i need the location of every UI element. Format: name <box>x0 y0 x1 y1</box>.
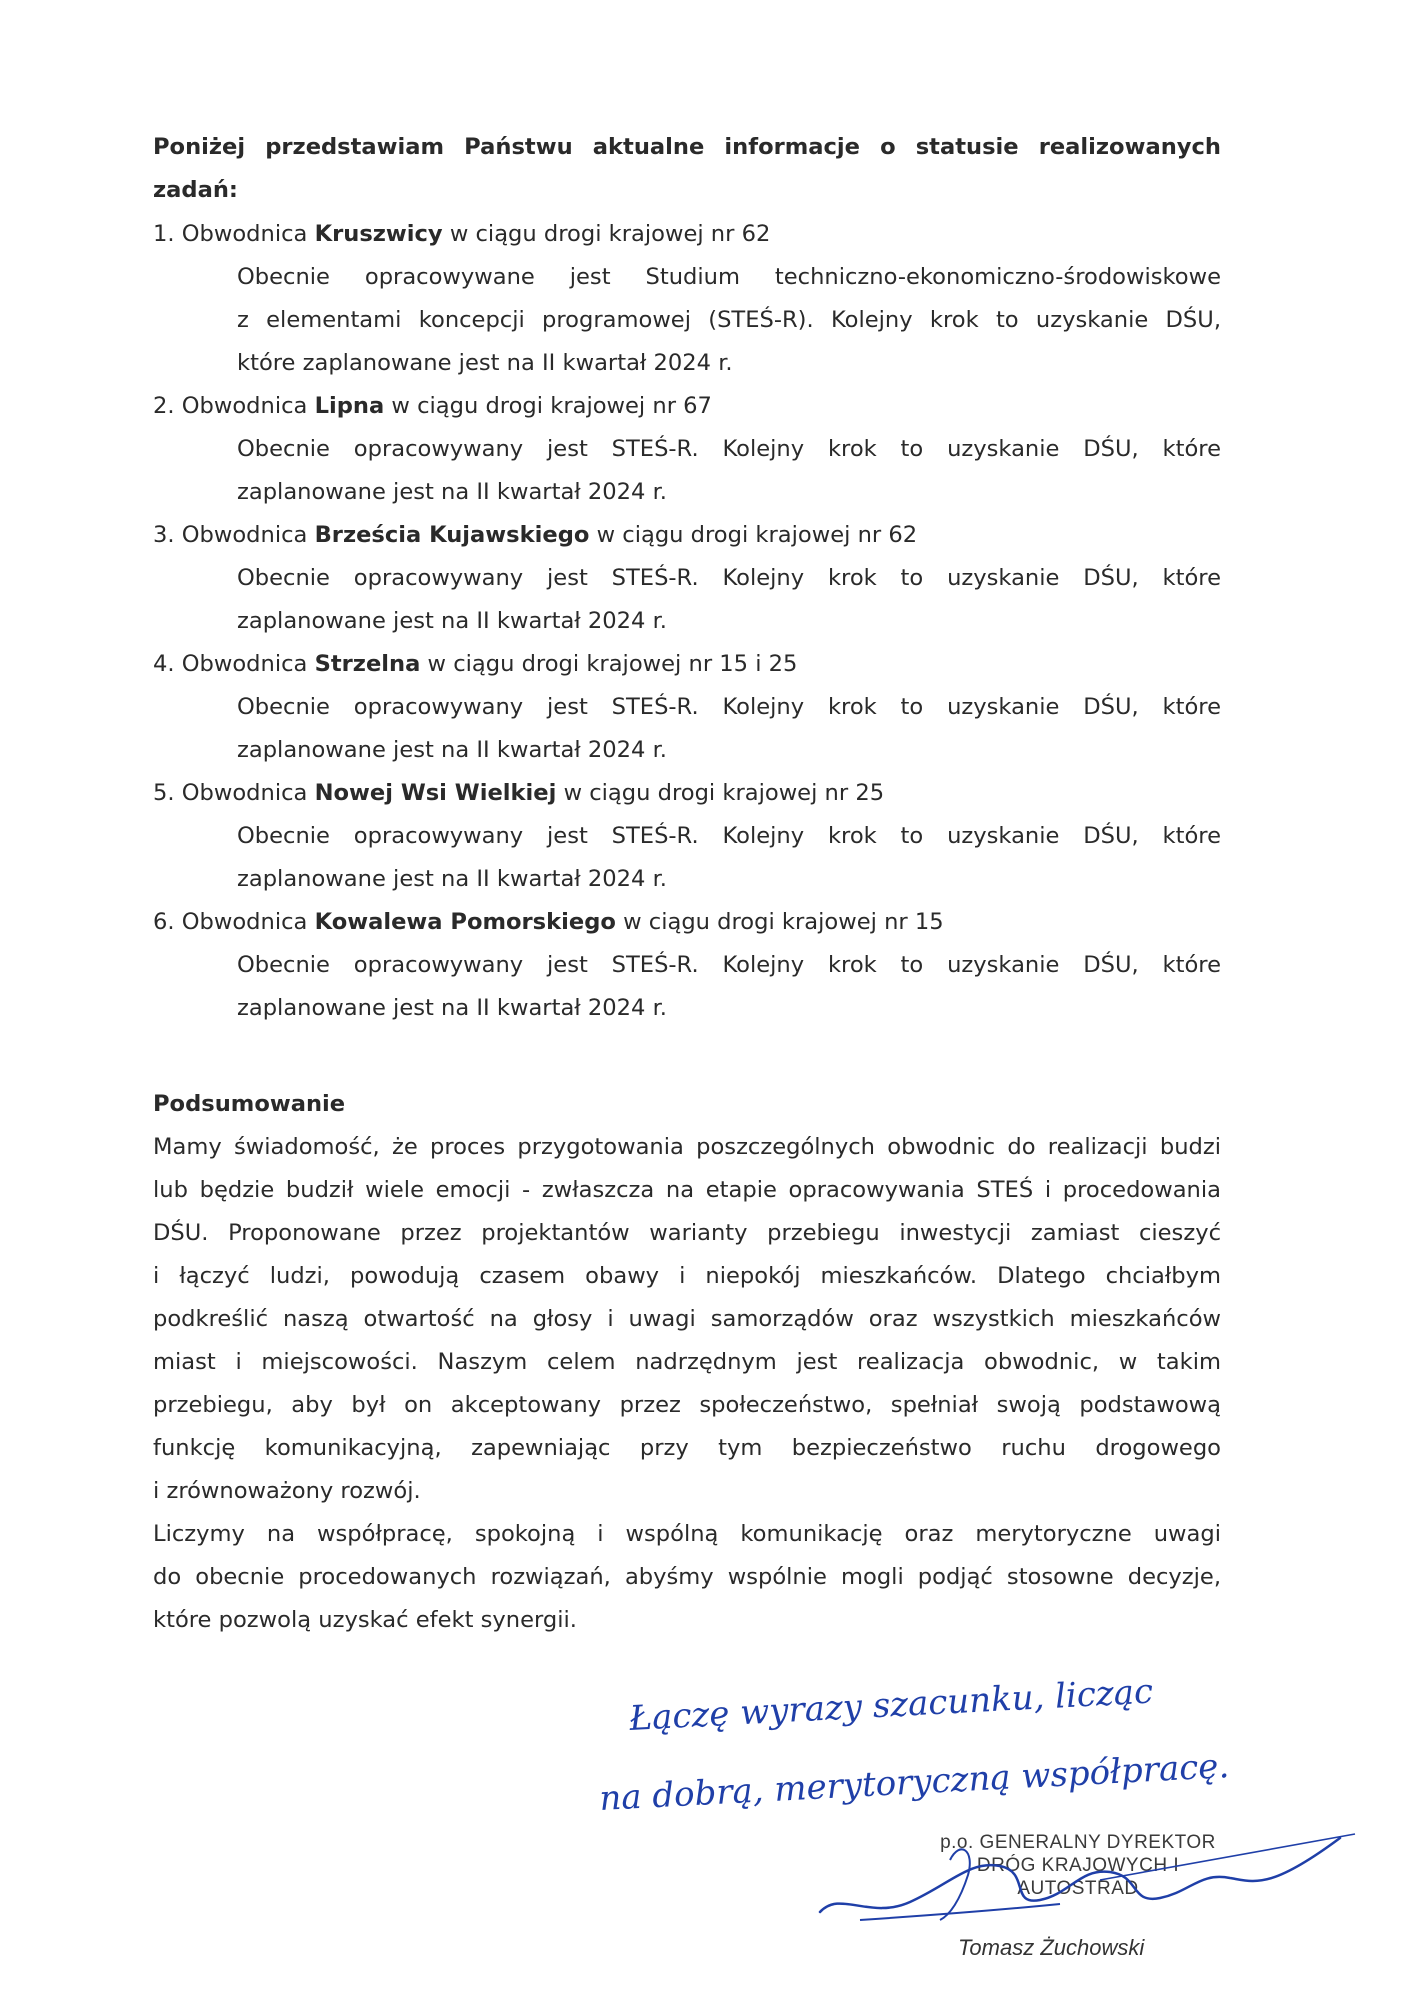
intro-paragraph <box>153 126 1221 212</box>
task-item-heading <box>153 643 1221 686</box>
summary-line: i łączyć ludzi, powodują czasem obawy i niepokój mieszkańców. Dlatego chciałbym <box>153 1263 1221 1289</box>
signer-name: Tomasz Żuchowski <box>958 1935 1145 1960</box>
task-status-line: Obecnie opracowywany jest STEŚ-R. Kolejny krok to uzyskanie DŚU, które <box>237 694 1221 720</box>
summary-line: Liczymy na współpracę, spokojną i wspólną komunikację oraz merytoryczne uwagi <box>153 1521 1221 1547</box>
task-status-line: Obecnie opracowywane jest Studium techniczno-ekonomiczno-środowiskowe <box>237 264 1221 290</box>
summary-line: do obecnie procedowanych rozwiązań, abyśmy wspólnie mogli podjąć stosowne decyzje, <box>153 1564 1221 1590</box>
task-status-line: Obecnie opracowywany jest STEŚ-R. Kolejny krok to uzyskanie DŚU, które <box>237 823 1221 849</box>
summary-line: lub będzie budził wiele emocji - zwłaszcza na etapie opracowywania STEŚ i procedowania <box>153 1177 1221 1203</box>
task-prefix: Obwodnica <box>181 522 308 548</box>
intro-line: Poniżej przedstawiam Państwu aktualne informacje o statusie realizowanych <box>153 134 1221 160</box>
task-prefix: Obwodnica <box>181 780 308 806</box>
task-item-heading <box>153 901 1221 944</box>
task-road-info: w ciągu drogi krajowej nr 15 i 25 <box>427 651 798 677</box>
task-status-line: zaplanowane jest na II kwartał 2024 r. <box>237 479 667 505</box>
task-location-name: Brześcia Kujawskiego <box>314 522 590 548</box>
task-number: 2. <box>153 393 175 419</box>
task-road-info: w ciągu drogi krajowej nr 62 <box>449 221 771 247</box>
summary-paragraph-1 <box>153 1126 1221 1513</box>
handwritten-line-2: na dobrą, merytoryczną współpracę. <box>598 1746 1231 1819</box>
task-status-line: Obecnie opracowywany jest STEŚ-R. Kolejny krok to uzyskanie DŚU, które <box>237 436 1221 462</box>
task-status-line: zaplanowane jest na II kwartał 2024 r. <box>237 608 667 634</box>
task-prefix: Obwodnica <box>181 393 308 419</box>
task-location-name: Kowalewa Pomorskiego <box>314 909 616 935</box>
task-status-line: które zaplanowane jest na II kwartał 2024 r. <box>237 350 733 376</box>
task-status-description <box>237 815 1221 901</box>
summary-line: przebiegu, aby był on akceptowany przez społeczeństwo, spełniał swoją podstawową <box>153 1392 1221 1418</box>
task-number: 5. <box>153 780 175 806</box>
task-location-name: Nowej Wsi Wielkiej <box>314 780 557 806</box>
task-number: 6. <box>153 909 175 935</box>
task-location-name: Lipna <box>314 393 385 419</box>
task-number: 4. <box>153 651 175 677</box>
task-status-description <box>237 428 1221 514</box>
summary-line: podkreślić naszą otwartość na głosy i uwagi samorządów oraz wszystkich mieszkańców <box>153 1306 1221 1332</box>
summary-section <box>153 1083 1221 1642</box>
task-prefix: Obwodnica <box>181 651 308 677</box>
summary-heading: Podsumowanie <box>153 1091 346 1117</box>
summary-line: i zrównoważony rozwój. <box>153 1478 421 1504</box>
task-item-heading <box>153 213 1221 256</box>
task-item-heading <box>153 385 1221 428</box>
summary-line: miast i miejscowości. Naszym celem nadrzędnym jest realizacja obwodnic, w takim <box>153 1349 1221 1375</box>
task-status-description <box>237 686 1221 772</box>
summary-line: funkcję komunikacyjną, zapewniając przy tym bezpieczeństwo ruchu drogowego <box>153 1435 1221 1461</box>
signature-scribble <box>800 1820 1360 1930</box>
task-number: 1. <box>153 221 175 247</box>
intro-line: zadań: <box>153 177 238 203</box>
task-status-description <box>237 944 1221 1030</box>
handwritten-line-1: Łączę wyrazy szacunku, licząc <box>628 1671 1155 1739</box>
task-item-heading <box>153 772 1221 815</box>
task-status-description <box>237 256 1221 385</box>
task-prefix: Obwodnica <box>181 221 308 247</box>
task-status-line: zaplanowane jest na II kwartał 2024 r. <box>237 737 667 763</box>
summary-line: Mamy świadomość, że proces przygotowania poszczególnych obwodnic do realizacji budzi <box>153 1134 1221 1160</box>
summary-paragraph-2 <box>153 1513 1221 1642</box>
summary-line: które pozwolą uzyskać efekt synergii. <box>153 1607 577 1633</box>
task-road-info: w ciągu drogi krajowej nr 67 <box>391 393 712 419</box>
task-status-line: Obecnie opracowywany jest STEŚ-R. Kolejny krok to uzyskanie DŚU, które <box>237 952 1221 978</box>
task-list <box>153 213 1221 1030</box>
task-status-line: z elementami koncepcji programowej (STEŚ-R). Kolejny krok to uzyskanie DŚU, <box>237 307 1221 333</box>
task-status-line: zaplanowane jest na II kwartał 2024 r. <box>237 866 667 892</box>
task-number: 3. <box>153 522 175 548</box>
task-location-name: Kruszwicy <box>314 221 443 247</box>
task-status-line: Obecnie opracowywany jest STEŚ-R. Kolejny krok to uzyskanie DŚU, które <box>237 565 1221 591</box>
task-status-line: zaplanowane jest na II kwartał 2024 r. <box>237 995 667 1021</box>
task-road-info: w ciągu drogi krajowej nr 62 <box>596 522 918 548</box>
handwritten-closing <box>590 1660 1350 1840</box>
stamp-line-1: p.o. GENERALNY DYREKTOR <box>940 1832 1216 1853</box>
summary-line: DŚU. Proponowane przez projektantów warianty przebiegu inwestycji zamiast cieszyć <box>153 1220 1221 1246</box>
task-item-heading <box>153 514 1221 557</box>
task-location-name: Strzelna <box>314 651 421 677</box>
task-road-info: w ciągu drogi krajowej nr 25 <box>563 780 885 806</box>
task-road-info: w ciągu drogi krajowej nr 15 <box>623 909 944 935</box>
stamp-line-2: DRÓG KRAJOWYCH I AUTOSTRAD <box>976 1855 1180 1899</box>
task-status-description <box>237 557 1221 643</box>
task-prefix: Obwodnica <box>181 909 308 935</box>
